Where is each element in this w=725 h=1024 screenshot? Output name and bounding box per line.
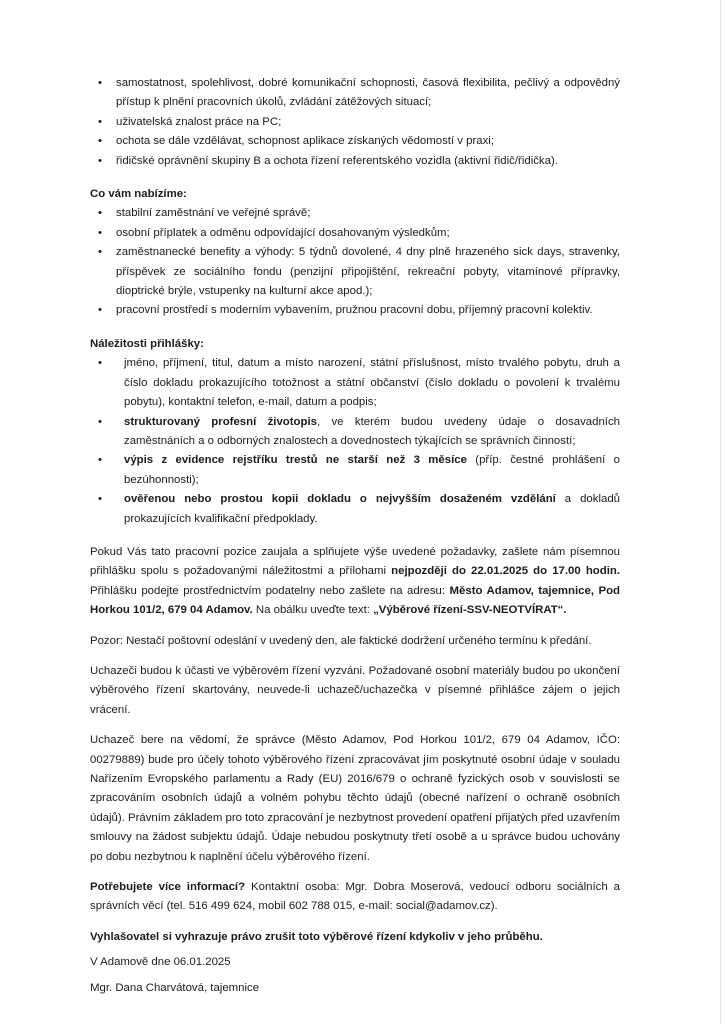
- bullet-icon: •: [98, 454, 102, 467]
- list-item: • řidičské oprávnění skupiny B a ochota řízení referentského vozidla (aktivní řidič/řidička).: [90, 152, 620, 171]
- place-date: V Adamově dne 06.01.2025: [90, 956, 231, 969]
- list-item: • ověřenou nebo prostou kopii dokladu o nejvyšším dosaženém vzdělání a dokladů prokazujících kvalifikační předpoklady.: [90, 490, 620, 529]
- list-item: • stabilní zaměstnání ve veřejné správě;: [90, 204, 620, 223]
- bullet-icon: •: [98, 304, 102, 317]
- bullet-icon: •: [98, 135, 102, 148]
- bullet-icon: •: [98, 226, 102, 239]
- requirements-list: [90, 74, 620, 171]
- bullet-icon: •: [98, 493, 102, 506]
- application-list: [90, 354, 620, 529]
- contact-lead: Potřebujete více informací?: [90, 881, 246, 894]
- bullet-icon: •: [98, 77, 102, 89]
- list-item: • strukturovaný profesní životopis, ve kterém budou uvedeny údaje o dosavadních zaměstnáních a o odborných znalostech a dovednostech týkajících se správních činností;: [90, 413, 620, 452]
- offer-list: [90, 204, 620, 320]
- offer-heading: Co vám nabízíme:: [90, 188, 187, 201]
- reservation-statement: Vyhlašovatel si vyhrazuje právo zrušit toto výběrové řízení kdykoliv v jeho průběhu.: [90, 930, 543, 943]
- document-page: [90, 74, 620, 998]
- note-paragraph: Pozor: Nestačí poštovní odeslání v uvedený den, ale faktické dodržení určeného termínu k předání.: [90, 634, 592, 647]
- return-documents-paragraph: Uchazeči budou k účasti ve výběrovém řízení vyzváni. Požadované osobní materiály budou po ukončení výběrového řízení skartovány, neuvede-li uchazeč/uchazečka v písemné přihlášce zájem o jejich vrácení.: [90, 664, 620, 716]
- bullet-icon: •: [98, 246, 102, 259]
- list-item: • ochota se dále vzdělávat, schopnost aplikace získaných vědomostí v praxi;: [90, 132, 620, 151]
- list-item: • osobní příplatek a odměnu odpovídající dosahovaným výsledkům;: [90, 224, 620, 243]
- page-edge-line: [720, 0, 721, 1024]
- list-item: • výpis z evidence rejstříku trestů ne starší než 3 měsíce (příp. čestné prohlášení o bezúhonnosti);: [90, 451, 620, 490]
- gdpr-paragraph: Uchazeč bere na vědomí, že správce (Město Adamov, Pod Horkou 101/2, 679 04 Adamov, IČO: 00279889) bude pro účely tohoto výběrového řízení zpracovávat jím poskytnuté osobní údaje v souladu Nařízením Evropského parlamentu a Rady (EU) 2016/679 o ochraně fyzických osob v souvislosti se zpracováním osobních údajů a volném pohybu těchto údajů (obecné nařízení o ochraně osobních údajů). Právním základem pro toto zpracování je nezbytnost provedení opatření přijatých před uzavřením smlouvy na žádost subjektu údajů. Údaje nebudou poskytnuty třetí osobě a u správce budou uchovány po dobu nezbytnou k naplnění účelu výběrového řízení.: [90, 734, 620, 863]
- list-item: • jméno, příjmení, titul, datum a místo narození, státní příslušnost, místo trvalého pobytu, druh a číslo dokladu prokazujícího totožnost a státní občanství (číslo dokladu o povolení k trvalému pobytu), kontaktní telefon, e-mail, datum a podpis;: [90, 354, 620, 412]
- list-item: • zaměstnanecké benefity a výhody: 5 týdnů dovolené, 4 dny plně hrazeného sick days, stravenky, příspěvek ze sociálního fondu (penzijní připojištění, rekreační pobyty, vitamínové přípravky, dioptrické brýle, vstupenky na kulturní akce apod.);: [90, 243, 620, 301]
- submission-paragraph: Pokud Vás tato pracovní pozice zaujala a splňujete výše uvedené požadavky, zašlete nám písemnou přihlášku spolu s požadovanými náležitostmi a přílohami nejpozději do 22.01.2025 do 17.00 hodin. Přihlášku podejte prostřednictvím podatelny nebo zašlete na adresu: Město Adamov, tajemnice, Pod Horkou 101/2, 679 04 Adamov. Na obálku uveďte text: „Výběrové řízení-SSV-NEOTVÍRAT“.: [90, 545, 621, 617]
- bullet-icon: •: [98, 115, 102, 128]
- application-heading: Náležitosti přihlášky:: [90, 337, 204, 350]
- bullet-icon: •: [98, 154, 102, 167]
- list-item: • samostatnost, spolehlivost, dobré komunikační schopnosti, časová flexibilita, pečlivý a odpovědný přístup k plnění pracovních úkolů, zvládání zátěžových situací;: [90, 74, 620, 113]
- list-item: • pracovní prostředí s moderním vybavením, pružnou pracovní dobu, příjemný pracovní kolektiv.: [90, 301, 620, 320]
- contact-paragraph: Potřebujete více informací? Kontaktní osoba: Mgr. Dobra Moserová, vedoucí odboru sociálních a správních věcí (tel. 516 499 624, mobil 602 788 015, e-mail: social@adamov.cz).: [90, 881, 620, 913]
- bullet-icon: •: [98, 415, 102, 428]
- list-item: • uživatelská znalost práce na PC;: [90, 113, 620, 132]
- bullet-icon: •: [98, 207, 102, 220]
- bullet-icon: •: [98, 357, 102, 370]
- signature: Mgr. Dana Charvátová, tajemnice: [90, 981, 260, 994]
